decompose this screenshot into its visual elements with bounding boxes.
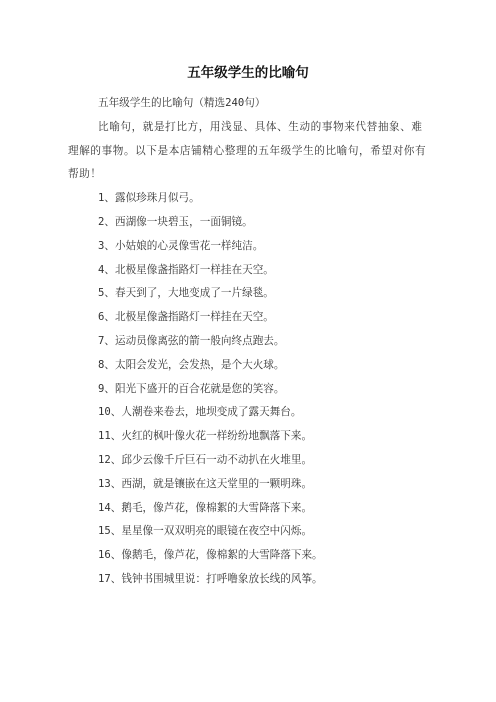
- subtitle: 五年级学生的比喻句（精选240句）: [98, 97, 266, 109]
- list-item: 15、星星像一双双明亮的眼镜在夜空中闪烁。: [98, 525, 313, 538]
- list-item: 7、运动员像离弦的箭一般向终点跑去。: [98, 334, 285, 347]
- list-item: 3、小姑娘的心灵像雪花一样纯洁。: [98, 239, 264, 252]
- list-item: 10、人潮卷来卷去，地坝变成了露天舞台。: [98, 406, 302, 419]
- page-title: 五年级学生的比喻句: [187, 65, 309, 81]
- list-item: 14、鹅毛，像芦花，像棉絮的大雪降落下来。: [98, 501, 313, 514]
- list-item: 1、露似珍珠月似弓。: [98, 192, 200, 205]
- list-item: 6、北极星像盏指路灯一样挂在天空。: [98, 311, 274, 324]
- list-item: 5、春天到了，大地变成了一片绿毯。: [98, 287, 274, 300]
- list-item: 11、火红的枫叶像火花一样纷纷地飘落下来。: [98, 430, 313, 443]
- list-item: 16、像鹅毛，像芦花，像棉絮的大雪降落下来。: [98, 549, 323, 562]
- document-body: [68, 92, 428, 592]
- intro-paragraph: 比喻句，就是打比方，用浅显、具体、生动的事物来代替抽象、难理解的事物。以下是本店铺精心整理的五年级学生的比喻句，希望对你有帮助！: [68, 120, 427, 181]
- list-item: 4、北极星像盏指路灯一样挂在天空。: [98, 263, 274, 276]
- list-item: 12、邱少云像千斤巨石一动不动扒在火堆里。: [98, 453, 313, 466]
- list-item: 17、钱钟书围城里说：打呼噜象放长线的风筝。: [98, 572, 323, 585]
- list-item: 13、西湖，就是镶嵌在这天堂里的一颗明珠。: [98, 477, 313, 490]
- list-item: 8、太阳会发光，会发热，是个大火球。: [98, 358, 285, 371]
- list-item: 2、西湖像一块碧玉，一面铜镜。: [98, 215, 253, 228]
- list-item: 9、阳光下盛开的百合花就是您的笑容。: [98, 382, 285, 395]
